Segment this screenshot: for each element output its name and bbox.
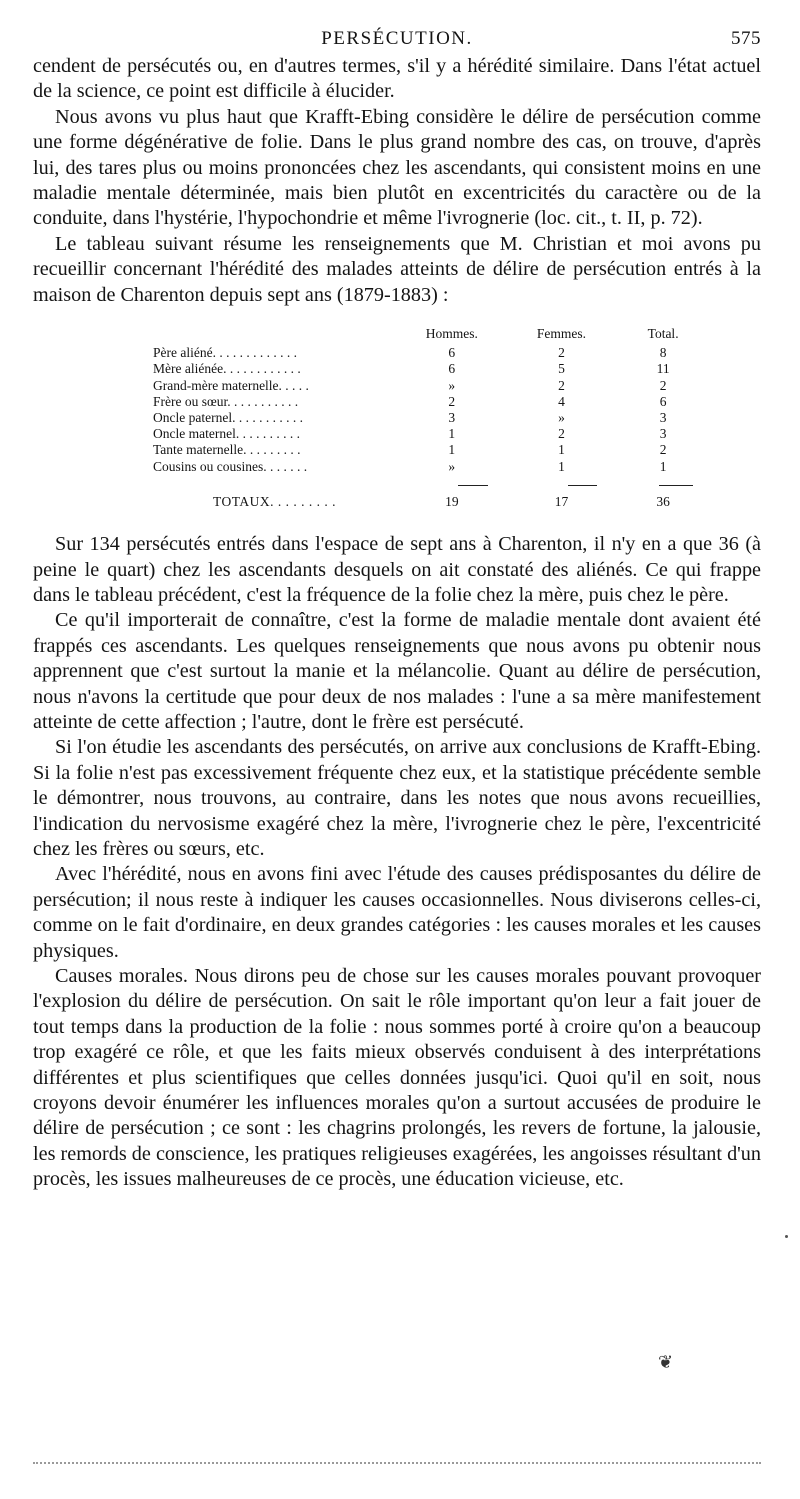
cell-femmes: 2	[558, 426, 565, 442]
column-header-hommes: Hommes.	[425, 326, 478, 342]
cell-total: 2	[659, 377, 667, 393]
table-header-row	[153, 326, 693, 342]
cell-femmes: 1	[558, 442, 565, 458]
cell-hommes: 6	[448, 345, 456, 361]
body-text-before-table	[33, 54, 761, 308]
margin-speck	[785, 1235, 788, 1238]
row-label: Mère aliénée. . . . . . . . . . . .	[153, 361, 301, 377]
table-row	[153, 442, 693, 458]
totals-label: TOTAUX. . . . . . . . .	[213, 493, 337, 509]
paragraph-8: Causes morales. Nous dirons peu de chose sur les causes morales pouvant provoquer l'explosion du délire de persécution. On sait le rôle important qu'on leur a fait jouer de tout temps dans la production de la folie : nous sommes porté à croire qu'on a beaucoup trop exagéré ce rôle, et que les faits mieux observés conduisent à des interprétations différentes et plus scientifiques que celles données jusqu'ici. Quoi qu'il en soit, nous croyons devoir énumérer les influences morales qu'on a surtout accusées de produire le délire de persécution ; ce sont : les chagrins prolongés, les revers de fortune, la jalousie, les remords de conscience, les pratiques religieuses exagérées, les angoisses résultant d'un procès, les issues malheureuses de ce procès, une éducation vicieuse, etc.	[33, 965, 761, 1191]
cell-femmes: 1	[558, 458, 565, 474]
cell-total: 3	[659, 426, 667, 442]
column-header-femmes: Femmes.	[536, 326, 586, 342]
cell-total: 1	[659, 458, 667, 474]
cell-hommes: »	[448, 377, 456, 393]
heredity-table	[153, 326, 693, 510]
cell-hommes: 6	[448, 361, 456, 377]
row-label: Oncle maternel. . . . . . . . . .	[153, 426, 300, 442]
row-label: Cousins ou cousines. . . . . . .	[153, 458, 308, 474]
footer-dotted-line	[33, 1462, 761, 1464]
body-text-after-table	[33, 532, 761, 1193]
cell-total: 11	[656, 361, 670, 377]
cell-hommes: 1	[448, 426, 456, 442]
paragraph-3: Le tableau suivant résume les renseignements que M. Christian et moi avons pu recueillir concernant l'hérédité des malades atteints de délire de persécution entrés à la maison de Charenton depuis sept ans (1879-1883) :	[33, 232, 761, 306]
page	[33, 28, 761, 1193]
rule-hommes	[458, 485, 488, 486]
column-header-total: Total.	[647, 326, 679, 342]
total-hommes: 19	[445, 493, 459, 509]
paragraph-6: Si l'on étudie les ascendants des persécutés, on arrive aux conclusions de Krafft-Ebing. Si la folie n'est pas excessivement fréquente chez eux, et la statistique précédente semble le démontrer, nous trouvons, au contraire, dans les notes que nous avons recueillies, l'indication du nervosisme exagéré chez la mère, l'ivrognerie chez le père, l'excentricité chez les frères ou sœurs, etc.	[33, 736, 761, 860]
running-title: PERSÉCUTION.	[321, 28, 473, 49]
table-row	[153, 378, 693, 394]
row-label: Grand-mère maternelle. . . . .	[153, 377, 309, 393]
cell-total: 3	[659, 410, 667, 426]
cell-hommes: 3	[448, 410, 456, 426]
table-row	[153, 345, 693, 361]
total-femmes: 17	[554, 493, 569, 509]
table-row	[153, 459, 693, 475]
paragraph-7: Avec l'hérédité, nous en avons fini avec l'étude des causes prédisposantes du délire de persécution; il nous reste à indiquer les causes occasionnelles. Nous diviserons celles-ci, comme on le fait d'ordinaire, en deux grandes catégories : les causes morales et les causes physiques.	[33, 863, 761, 962]
row-label: Frère ou sœur. . . . . . . . . . .	[153, 393, 299, 409]
paragraph-4: Sur 134 persécutés entrés dans l'espace de sept ans à Charenton, il n'y en a que 36 (à peine le quart) chez les ascendants desquels on ait constaté des aliénés. Ce qui frappe dans le tableau précédent, c'est la fréquence de la folie chez la mère, puis chez le père.	[33, 533, 761, 606]
cell-total: 6	[659, 393, 667, 409]
row-label: Tante maternelle. . . . . . . . .	[153, 442, 301, 458]
total-total: 36	[656, 493, 670, 509]
row-label: Père aliéné. . . . . . . . . . . . .	[153, 345, 297, 361]
cell-hommes: 1	[448, 442, 456, 458]
cell-femmes: »	[558, 410, 565, 426]
rule-total	[659, 485, 693, 486]
table-row	[153, 361, 693, 377]
rule-femmes	[568, 485, 598, 486]
table-row	[153, 394, 693, 410]
running-header	[33, 28, 761, 54]
paragraph-2: Nous avons vu plus haut que Krafft-Ebing considère le délire de persécution comme une forme dégénérative de folie. Dans le plus grand nombre des cas, on trouve, d'après lui, des tares plus ou moins prononcées chez les ascendants, qui consistent moins en une maladie mentale déterminée, mais bien plutôt en excentricités du caractère ou de la conduite, dans l'hystérie, l'hypochondrie et même l'ivrognerie (loc. cit., t. II, p. 72).	[33, 105, 761, 230]
cell-total: 2	[659, 442, 667, 458]
cell-femmes: 4	[558, 393, 565, 409]
table-row	[153, 426, 693, 442]
cell-femmes: 5	[558, 361, 565, 377]
row-label: Oncle paternel. . . . . . . . . . .	[153, 410, 303, 426]
table-totals-row	[153, 494, 693, 510]
ornament-icon: ❦	[658, 1352, 674, 1372]
cell-hommes: »	[448, 458, 456, 474]
paragraph-1: cendent de persécutés ou, en d'autres termes, s'il y a hérédité similaire. Dans l'état actuel de la science, ce point est difficile à élucider.	[33, 55, 761, 103]
cell-femmes: 2	[558, 345, 565, 361]
cell-hommes: 2	[448, 393, 456, 409]
paragraph-5: Ce qu'il importerait de connaître, c'est la forme de maladie mentale dont avaient été frappés ces ascendants. Les quelques renseignements que nous avons pu obtenir nous apprennent que c'est surtout la manie et la mélancolie. Quant au délire de persécution, nous n'avons la certitude que pour deux de nos malades : l'une a sa mère manifestement atteinte de cette affection ; l'autre, dont le frère est persécuté.	[33, 609, 761, 733]
totals-rules	[153, 485, 693, 486]
page-number: 575	[731, 28, 761, 49]
cell-femmes: 2	[558, 377, 565, 393]
cell-total: 8	[659, 345, 667, 361]
table-row	[153, 410, 693, 426]
